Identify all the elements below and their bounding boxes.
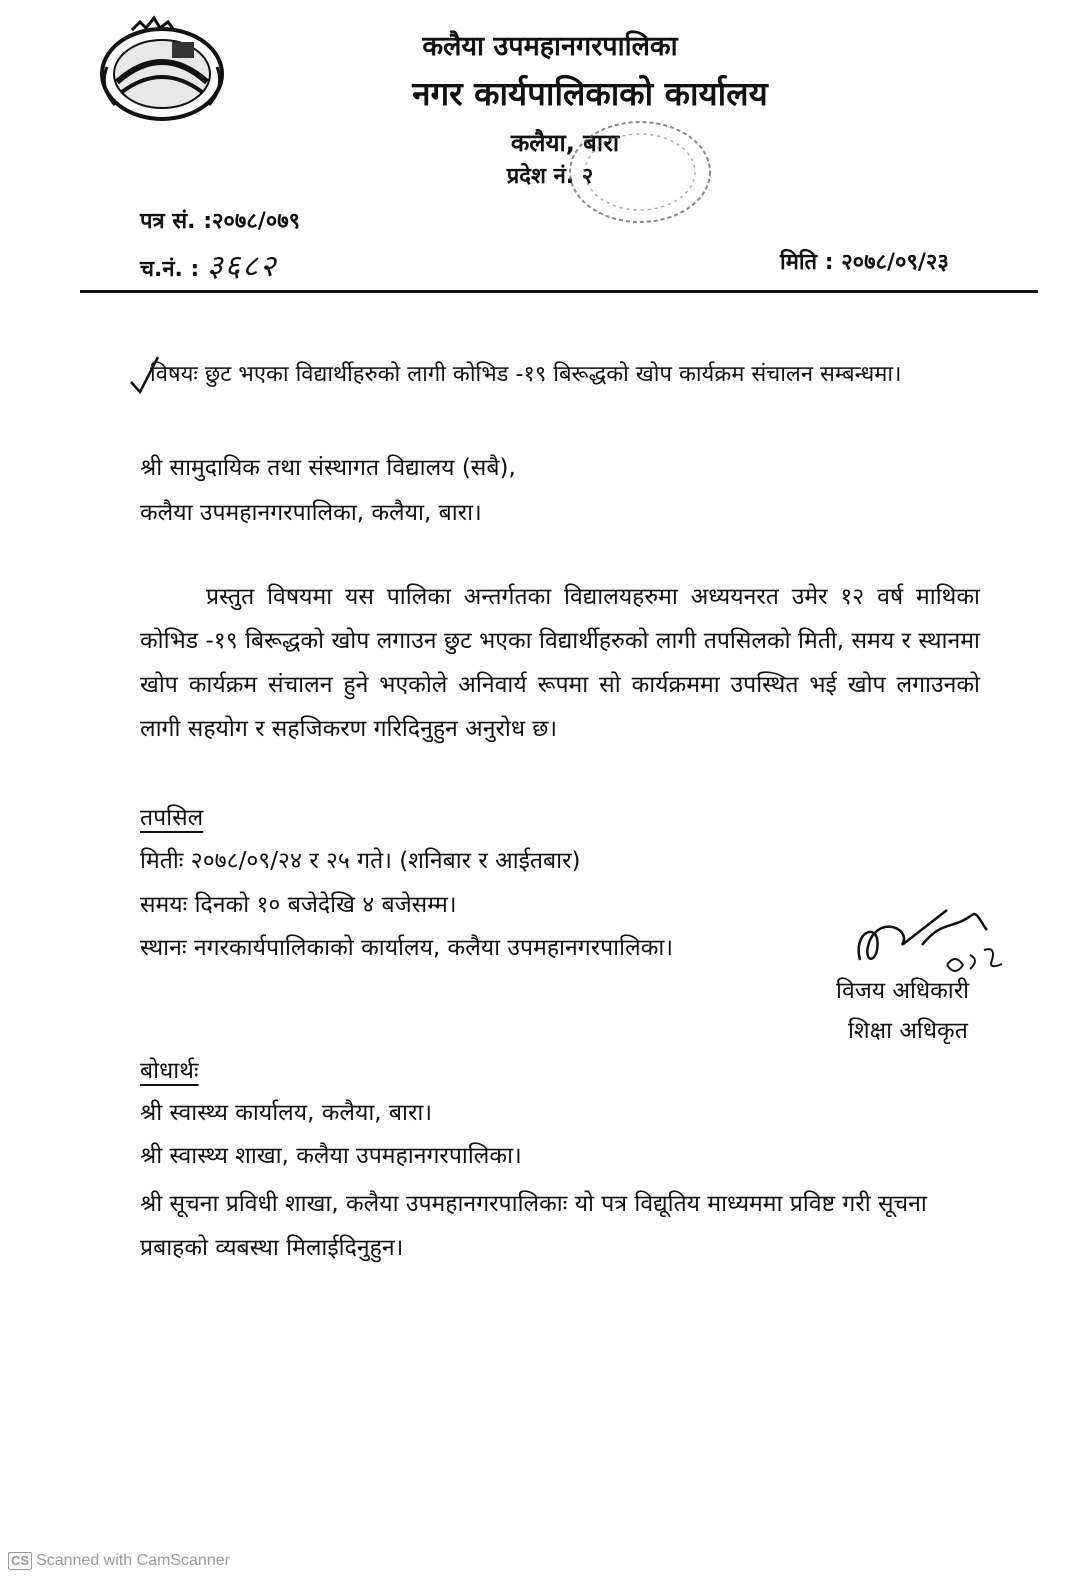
bodhartha-item: श्री स्वास्थ्य शाखा, कलैया उपमहानगरपालिका। — [140, 1143, 522, 1169]
signatory-name: विजय अधिकारी — [836, 978, 970, 1004]
dispatch-number-label: च.नं. : — [140, 257, 200, 282]
header-divider — [80, 290, 1038, 293]
addressee-line-1: श्री सामुदायिक तथा संस्थागत विद्यालय (सबै), — [140, 455, 516, 481]
scanner-watermark — [8, 1552, 230, 1570]
municipality-name: कलैया उपमहानगरपालिका — [422, 31, 678, 62]
handwritten-signature-icon — [852, 900, 1012, 980]
dispatch-number-row — [140, 244, 277, 285]
scanner-watermark-text: Scanned with CamScanner — [36, 1552, 230, 1569]
bodhartha-item: श्री सूचना प्रविधी शाखा, कलैया उपमहानगरपालिकाः यो पत्र विद्यूतिय माध्यममा प्रविष्ट गरी सूचना प्रबाहको व्यबस्था मिलाईदिनुहुन। — [140, 1191, 927, 1261]
office-stamp-icon — [560, 115, 720, 230]
government-emblem-icon — [92, 12, 232, 127]
tapasil-time: समयः दिनको १० बजेदेखि ४ बजेसम्म। — [140, 892, 457, 918]
office-location: कलैया, बारा — [510, 129, 620, 157]
province-number: प्रदेश नं. २ — [506, 164, 594, 189]
signatory-title: शिक्षा अधिकृत — [848, 1018, 968, 1044]
camscanner-icon: CS — [8, 1552, 32, 1570]
bodhartha-item: श्री स्वास्थ्य कार्यालय, कलैया, बारा। — [140, 1100, 433, 1126]
bodhartha-heading: बोधार्थः — [140, 1058, 199, 1084]
office-name: नगर कार्यपालिकाको कार्यालय — [412, 74, 768, 113]
letter-date: मिति : २०७८/०९/२३ — [780, 250, 949, 275]
letter-body: प्रस्तुत विषयमा यस पालिका अन्तर्गतका विद्यालयहरुमा अध्ययनरत उमेर १२ वर्ष माथिका कोभिड -१९ बिरूद्धको खोप लगाउन छुट भएका विद्यार्थीहरुको लागी तपसिलको मिती, समय र स्थानमा खोप कार्यक्रम संचालन हुने भएकोले अनिवार्य रूपमा सो कार्यक्रममा उपस्थित भई खोप लगाउनको लागी सहयोग र सहजिकरण गरिदिनुहुन अनुरोध छ। — [140, 584, 980, 742]
tapasil-date: मितीः २०७८/०९/२४ र २५ गते। (शनिबार र आईतबार) — [140, 848, 581, 874]
addressee-line-2: कलैया उपमहानगरपालिका, कलैया, बारा। — [140, 500, 482, 526]
letter-subject: विषयः छुट भएका विद्यार्थीहरुको लागी कोभिड -१९ बिरूद्धको खोप कार्यक्रम संचालन सम्बन्धमा। — [150, 362, 902, 387]
tapasil-place: स्थानः नगरकार्यपालिकाको कार्यालय, कलैया उपमहानगरपालिका। — [140, 935, 674, 961]
tapasil-heading: तपसिल — [140, 805, 204, 831]
letter-number: पत्र सं. :२०७८/०७९ — [140, 209, 301, 234]
dispatch-number: ३६८२ — [207, 249, 278, 284]
